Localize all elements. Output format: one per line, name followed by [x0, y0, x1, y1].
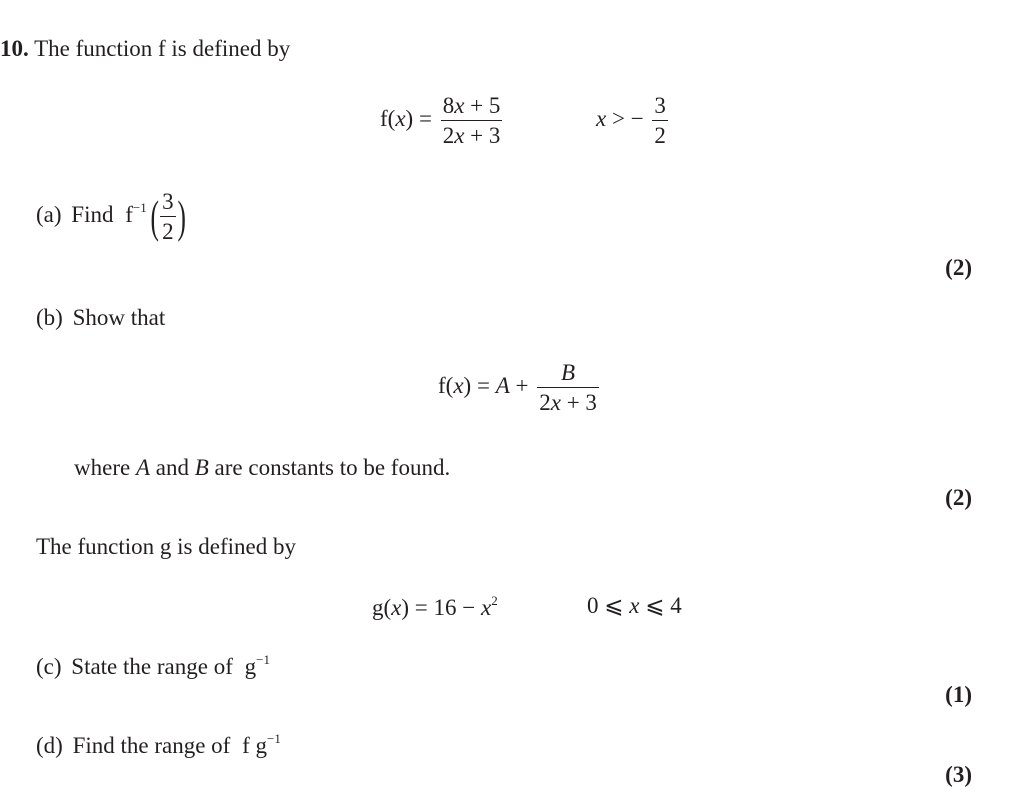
- part-d-text: Find the range of: [72, 733, 231, 758]
- eq-numerator: B: [561, 360, 576, 385]
- part-c-label: (c): [36, 654, 62, 679]
- eq-x: x: [453, 372, 464, 398]
- part-a-fraction: [160, 190, 176, 243]
- part-d-marks: (3): [945, 762, 972, 787]
- f-lhs: f(: [380, 105, 396, 131]
- part-d-label: (d): [36, 733, 63, 758]
- g-intro: The function g is defined by: [36, 534, 296, 559]
- f-domain-x: x: [596, 105, 607, 131]
- f-domain-den: 2: [652, 120, 668, 147]
- part-a-den: 2: [160, 216, 176, 243]
- part-a: [36, 190, 189, 243]
- f-domain: [596, 94, 671, 147]
- f-domain-op: > −: [606, 105, 644, 131]
- part-a-label: (a): [36, 201, 62, 227]
- part-d-func: f g: [242, 733, 268, 758]
- part-b: [36, 306, 165, 329]
- g-domain: 0 ⩽ x ⩽ 4: [587, 593, 682, 618]
- f-domain-fraction: [652, 94, 668, 147]
- part-b-label: (b): [36, 305, 63, 330]
- part-b-where: where A and B are constants to be found.: [74, 455, 451, 480]
- eq-denominator: 2x + 3: [537, 387, 599, 414]
- part-a-num: 3: [162, 189, 174, 214]
- f-definition: [380, 94, 505, 147]
- question-number: 10.: [0, 36, 29, 61]
- eq-plus: +: [509, 372, 535, 398]
- question-header: [0, 37, 290, 60]
- eq-fraction: [537, 361, 599, 414]
- f-lhs-close: ) =: [405, 105, 432, 131]
- part-c-text: State the range of: [71, 654, 233, 679]
- part-a-marks: (2): [945, 255, 972, 280]
- part-d-sup: −1: [267, 731, 281, 746]
- part-a-func: f: [125, 201, 133, 227]
- g-definition: $g(x) = 16 - x^2$: [372, 593, 498, 620]
- part-a-sup: −1: [132, 199, 147, 215]
- question-intro: The function f is defined by: [34, 36, 291, 61]
- f-denominator: 2x + 3: [441, 120, 503, 147]
- f-lhs-x: x: [395, 105, 406, 131]
- part-b-equation: [438, 361, 602, 414]
- part-b-marks: (2): [945, 485, 972, 510]
- part-c-marks: (1): [945, 682, 972, 707]
- part-c: [36, 653, 270, 678]
- left-paren: (: [150, 190, 159, 242]
- part-c-sup: −1: [256, 652, 270, 667]
- part-a-text: Find: [71, 201, 114, 227]
- f-numerator: 8x + 5: [442, 93, 501, 118]
- part-d: [36, 732, 281, 757]
- eq-mid: ) =: [463, 372, 496, 398]
- eq-f: f(: [438, 372, 454, 398]
- part-c-func: g: [244, 654, 257, 679]
- f-domain-num: 3: [654, 93, 666, 118]
- right-paren: ): [177, 190, 186, 242]
- f-fraction: [441, 94, 503, 147]
- part-b-text: Show that: [72, 305, 166, 330]
- eq-A: A: [495, 372, 510, 398]
